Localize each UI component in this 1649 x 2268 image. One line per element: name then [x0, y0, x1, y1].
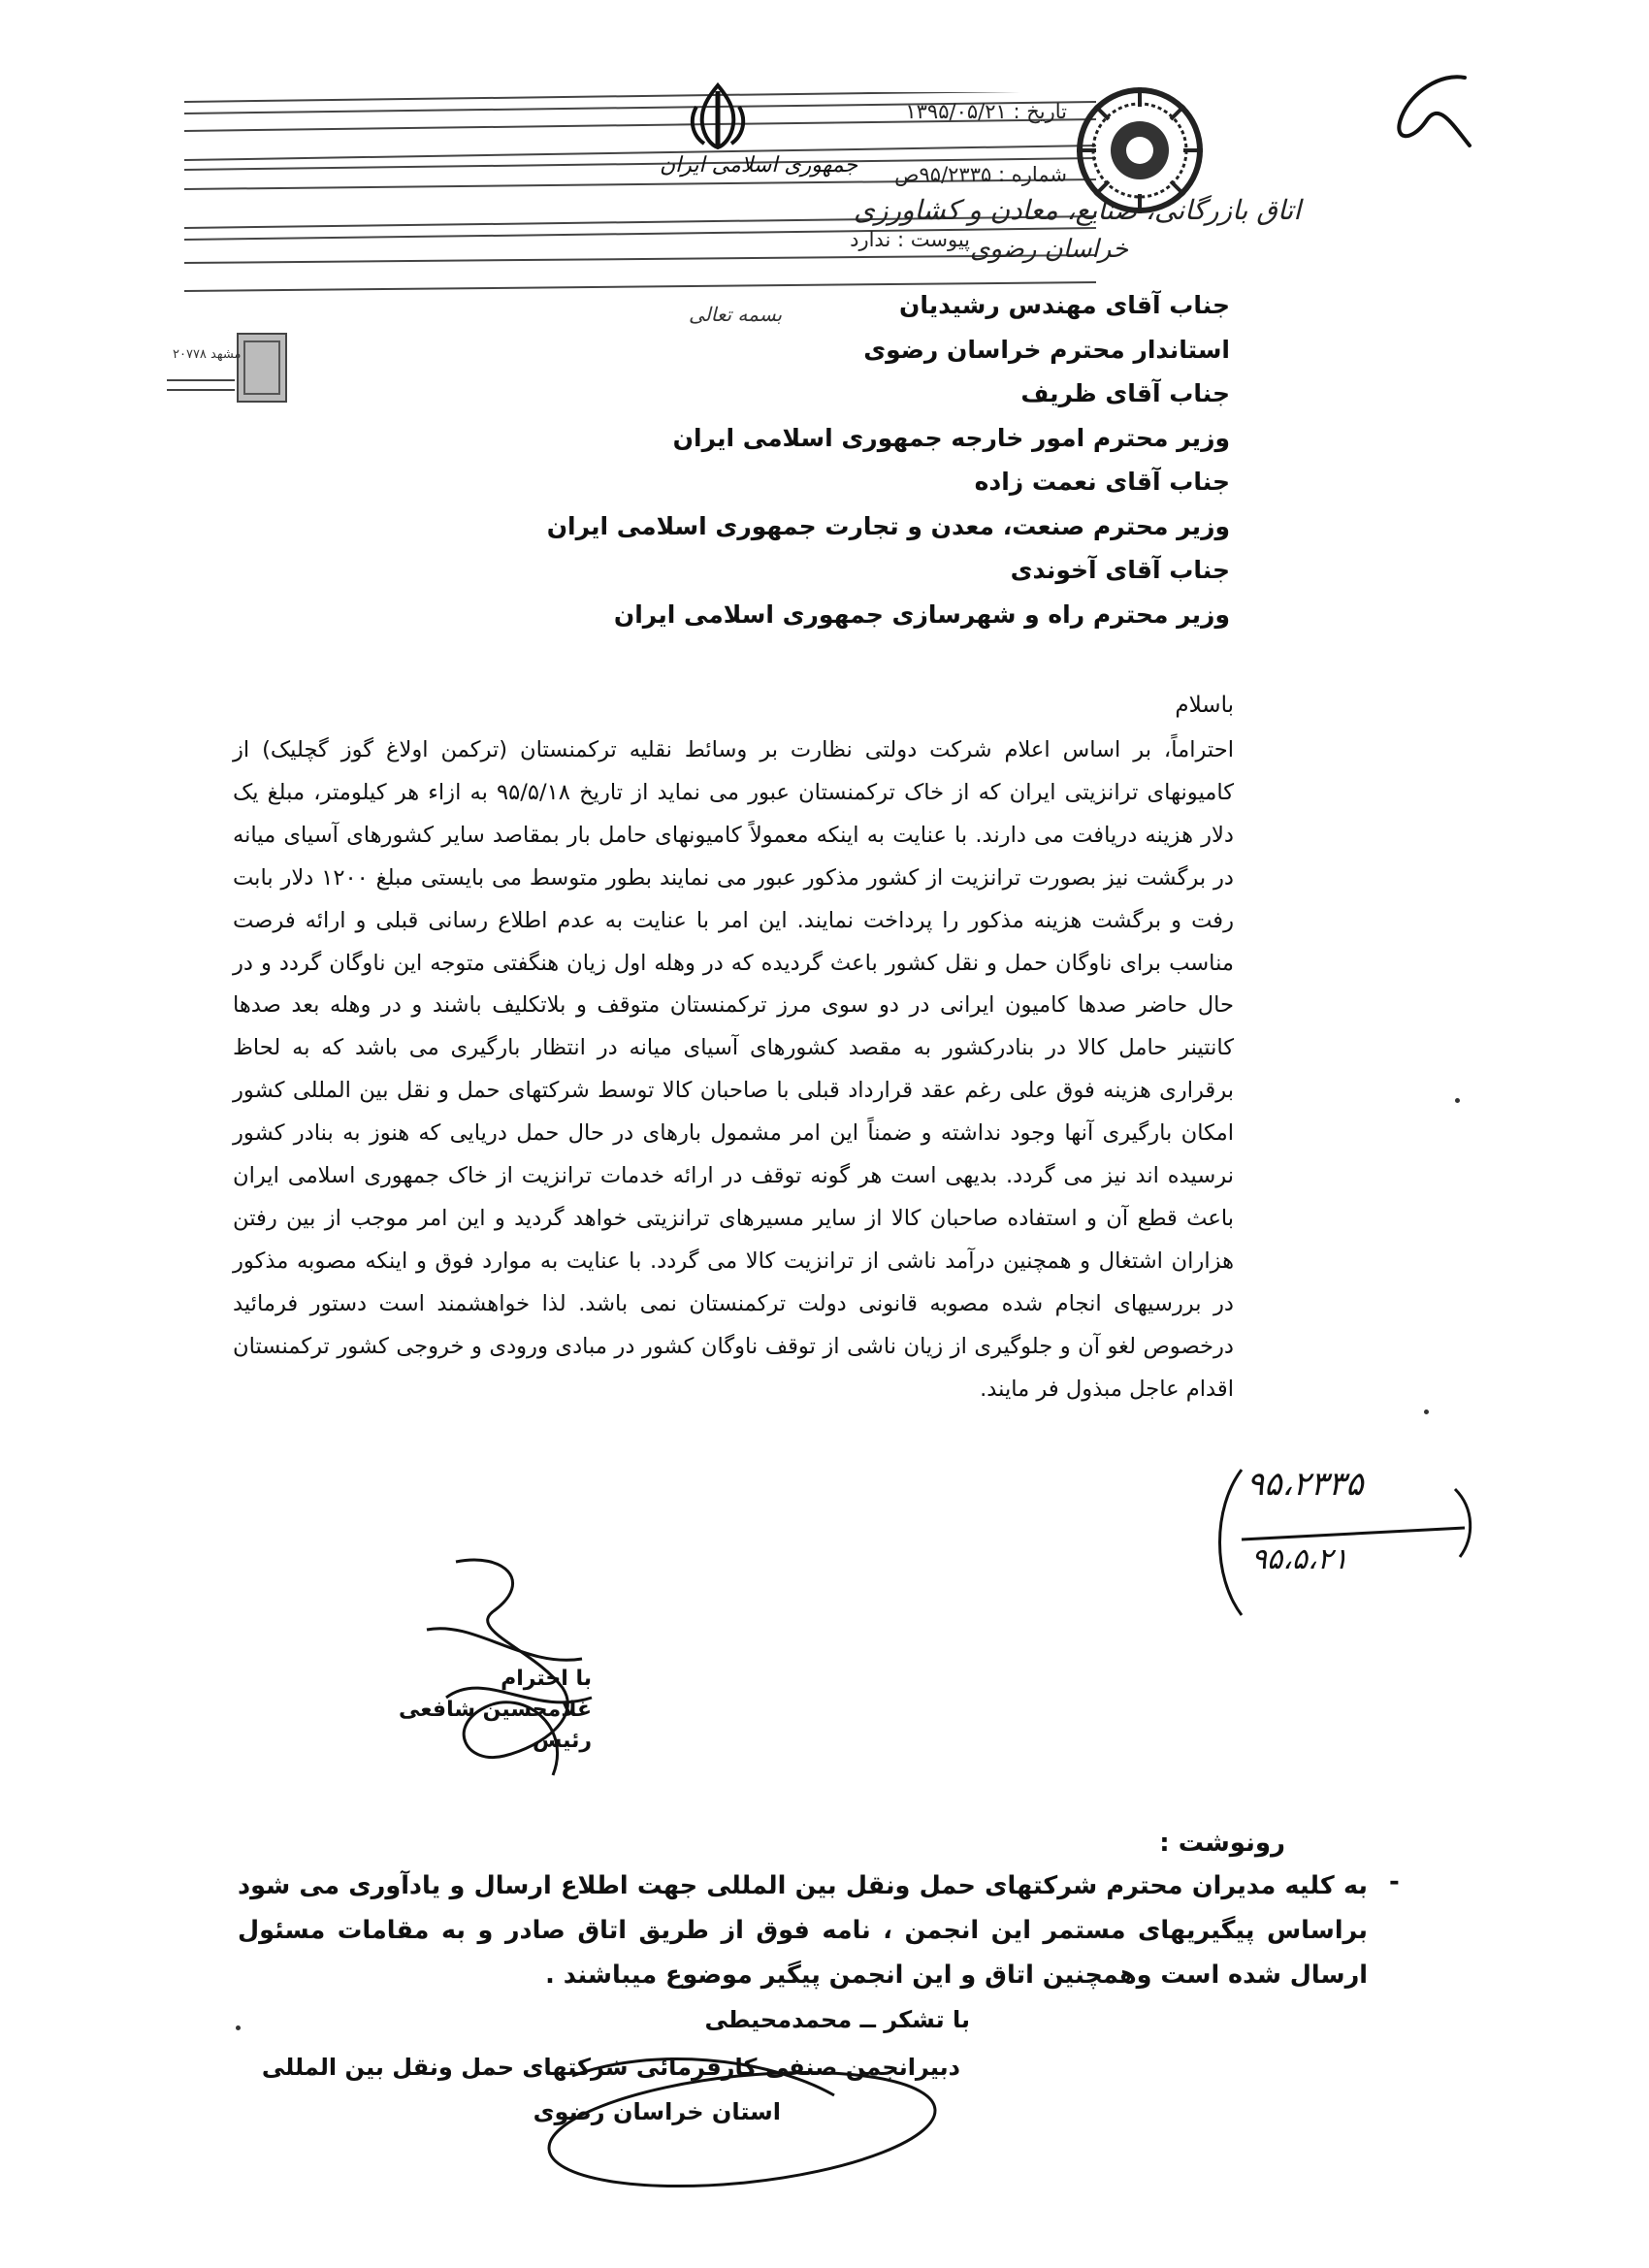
attachment-row	[850, 228, 970, 251]
secretary-title: دبیرانجمن صنفی کارفرمائی شرکتهای حمل ونقل بین المللی	[261, 2054, 960, 2081]
number-value: ۹۵/۲۳۳۵ص	[894, 163, 992, 186]
date-value: ۱۳۹۵/۰۵/۲۱	[905, 100, 1007, 123]
bismillah: بسمه تعالی	[689, 303, 783, 326]
organization-name: اتاق بازرگانی، صنایع، معادن و کشاورزی	[854, 194, 1302, 226]
attachment-value: ندارد	[850, 228, 891, 251]
secretary-province: استان خراسان رضوی	[533, 2098, 781, 2125]
registration-stamp-icon	[165, 330, 291, 407]
letter-number-row	[894, 163, 1067, 186]
recipient-line: وزیر محترم صنعت، معدن و تجارت جمهوری اسلامی ایران	[546, 511, 1230, 540]
cc-bullet: -	[1389, 1867, 1400, 1896]
handwritten-ref-number: ۹۵،۲۳۳۵	[1246, 1465, 1364, 1504]
attachment-label: پیوست :	[897, 228, 970, 251]
recipient-list	[357, 283, 1230, 636]
organization-province: خراسان رضوی	[970, 235, 1129, 264]
signatory-name: غلامحسین شافعی	[398, 1698, 592, 1722]
recipient-line: جناب آقای آخوندی	[1010, 556, 1230, 584]
handwritten-ref-date: ۹۵،۵،۲۱	[1251, 1542, 1348, 1576]
recipient-line: وزیر محترم امور خارجه جمهوری اسلامی ایران	[672, 423, 1230, 452]
recipient-line: جناب آقای نعمت زاده	[974, 468, 1230, 496]
signatory-title: رئیس	[532, 1729, 592, 1753]
salutation: باسلام	[1175, 693, 1234, 718]
recipient-line: جناب آقای ظریف	[1020, 379, 1230, 407]
number-label: شماره :	[997, 163, 1067, 186]
speck	[236, 2025, 241, 2030]
stamp-text: مشهد ۲۰۷۷۸	[173, 347, 242, 362]
cc-title: رونوشت :	[1159, 1829, 1285, 1858]
signature-block	[399, 1664, 592, 1757]
recipient-line: وزیر محترم راه و شهرسازی جمهوری اسلامی ایران	[613, 599, 1230, 629]
recipient-line: جناب آقای مهندس رشیدیان	[899, 291, 1230, 319]
speck	[1424, 1409, 1429, 1414]
cc-text: به کلیه مدیران محترم شرکتهای حمل ونقل بین المللی جهت اطلاع ارسال و یادآوری می شود براساس پیگیریهای مستمر این انجمن ، نامه فوق از طریق اتاق صادر و به مقامات مسئول ارسال شده است وهمچنین اتاق و این انجمن پیگیر موضوع میباشند .	[238, 1871, 1368, 1990]
iran-emblem-icon	[679, 78, 757, 155]
thanks-line: با تشکر ــ محمدمحیطی	[704, 2006, 970, 2033]
republic-label: جمهوری اسلامی ایران	[660, 153, 858, 178]
recipient-line: استاندار محترم خراسان رضوی	[863, 335, 1230, 364]
date-label: تاریخ :	[1013, 100, 1067, 123]
signature-closing: با احترام	[501, 1667, 592, 1691]
speck	[1455, 1098, 1460, 1103]
handwritten-corner-mark	[1373, 53, 1479, 160]
letter-date-row	[905, 100, 1067, 123]
letter-body: احتراماً، بر اساس اعلام شرکت دولتی نظارت بر وسائط نقلیه ترکمنستان (ترکمن اولاغ گوز گچلیک) از کامیونهای ترانزیتی ایران که از خاک ترکمنستان عبور می نماید از تاریخ ۹۵/۵/۱۸ به ازاء هر کیلومتر، مبلغ یک دلار هزینه دریافت می دارند. با عنایت به اینکه معمولاً کامیونهای حامل بار بمقاصد سایر کشورهای آسیای میانه در برگشت نیز بصورت ترانزیت از کشور مذکور عبور می نمایند بطور متوسط می بایستی مبلغ ۱۲۰۰ دلار بابت رفت و برگشت هزینه مذکور را پرداخت نمایند. این امر با عنایت به عدم اطلاع رسانی قبلی و ارائه فرصت مناسب برای ناوگان حمل و نقل کشور باعث گردیده که در وهله اول زیان هنگفتی متوجه این ناوگان گردد و در حال حاضر صدها کامیون ایرانی در دو سوی مرز ترکمنستان متوقف و بلاتکلیف باشند و در وهله بعد صدها کانتینر حامل کالا در بنادرکشور به مقصد کشورهای آسیای میانه در انتظار بارگیری می باشد که به لحاظ برقراری هزینه فوق علی رغم عقد قرارداد قبلی با صاحبان کالا توسط شرکتهای حمل و نقل بین المللی کشور امکان بارگیری آنها وجود نداشته و ضمناً این امر مشمول بارهای در حال حمل دریایی که هنوز به بنادر کشور نرسیده اند نیز می گردد. بدیهی است هر گونه توقف در ارائه خدمات ترانزیت از خاک جمهوری اسلامی ایران باعث قطع آن و استفاده صاحبان کالا از سایر مسیرهای ترانزیتی خواهد گردید و این امر موجب از بین رفتن هزاران اشتغال و همچنین درآمد ناشی از ترانزیت کالا می گردد. با عنایت به موارد فوق و اینکه مصوبه مذکور در بررسیهای انجام شده مصوبه قانونی دولت ترکمنستان نمی باشد. لذا خواهشمند است دستور فرمائید درخصوص لغو آن و جلوگیری از زیان ناشی از توقف ناوگان کشور در مبادی ورودی و خروجی کشور ترکمنستان اقدام عاجل مبذول فر مایند.	[233, 737, 1234, 1402]
